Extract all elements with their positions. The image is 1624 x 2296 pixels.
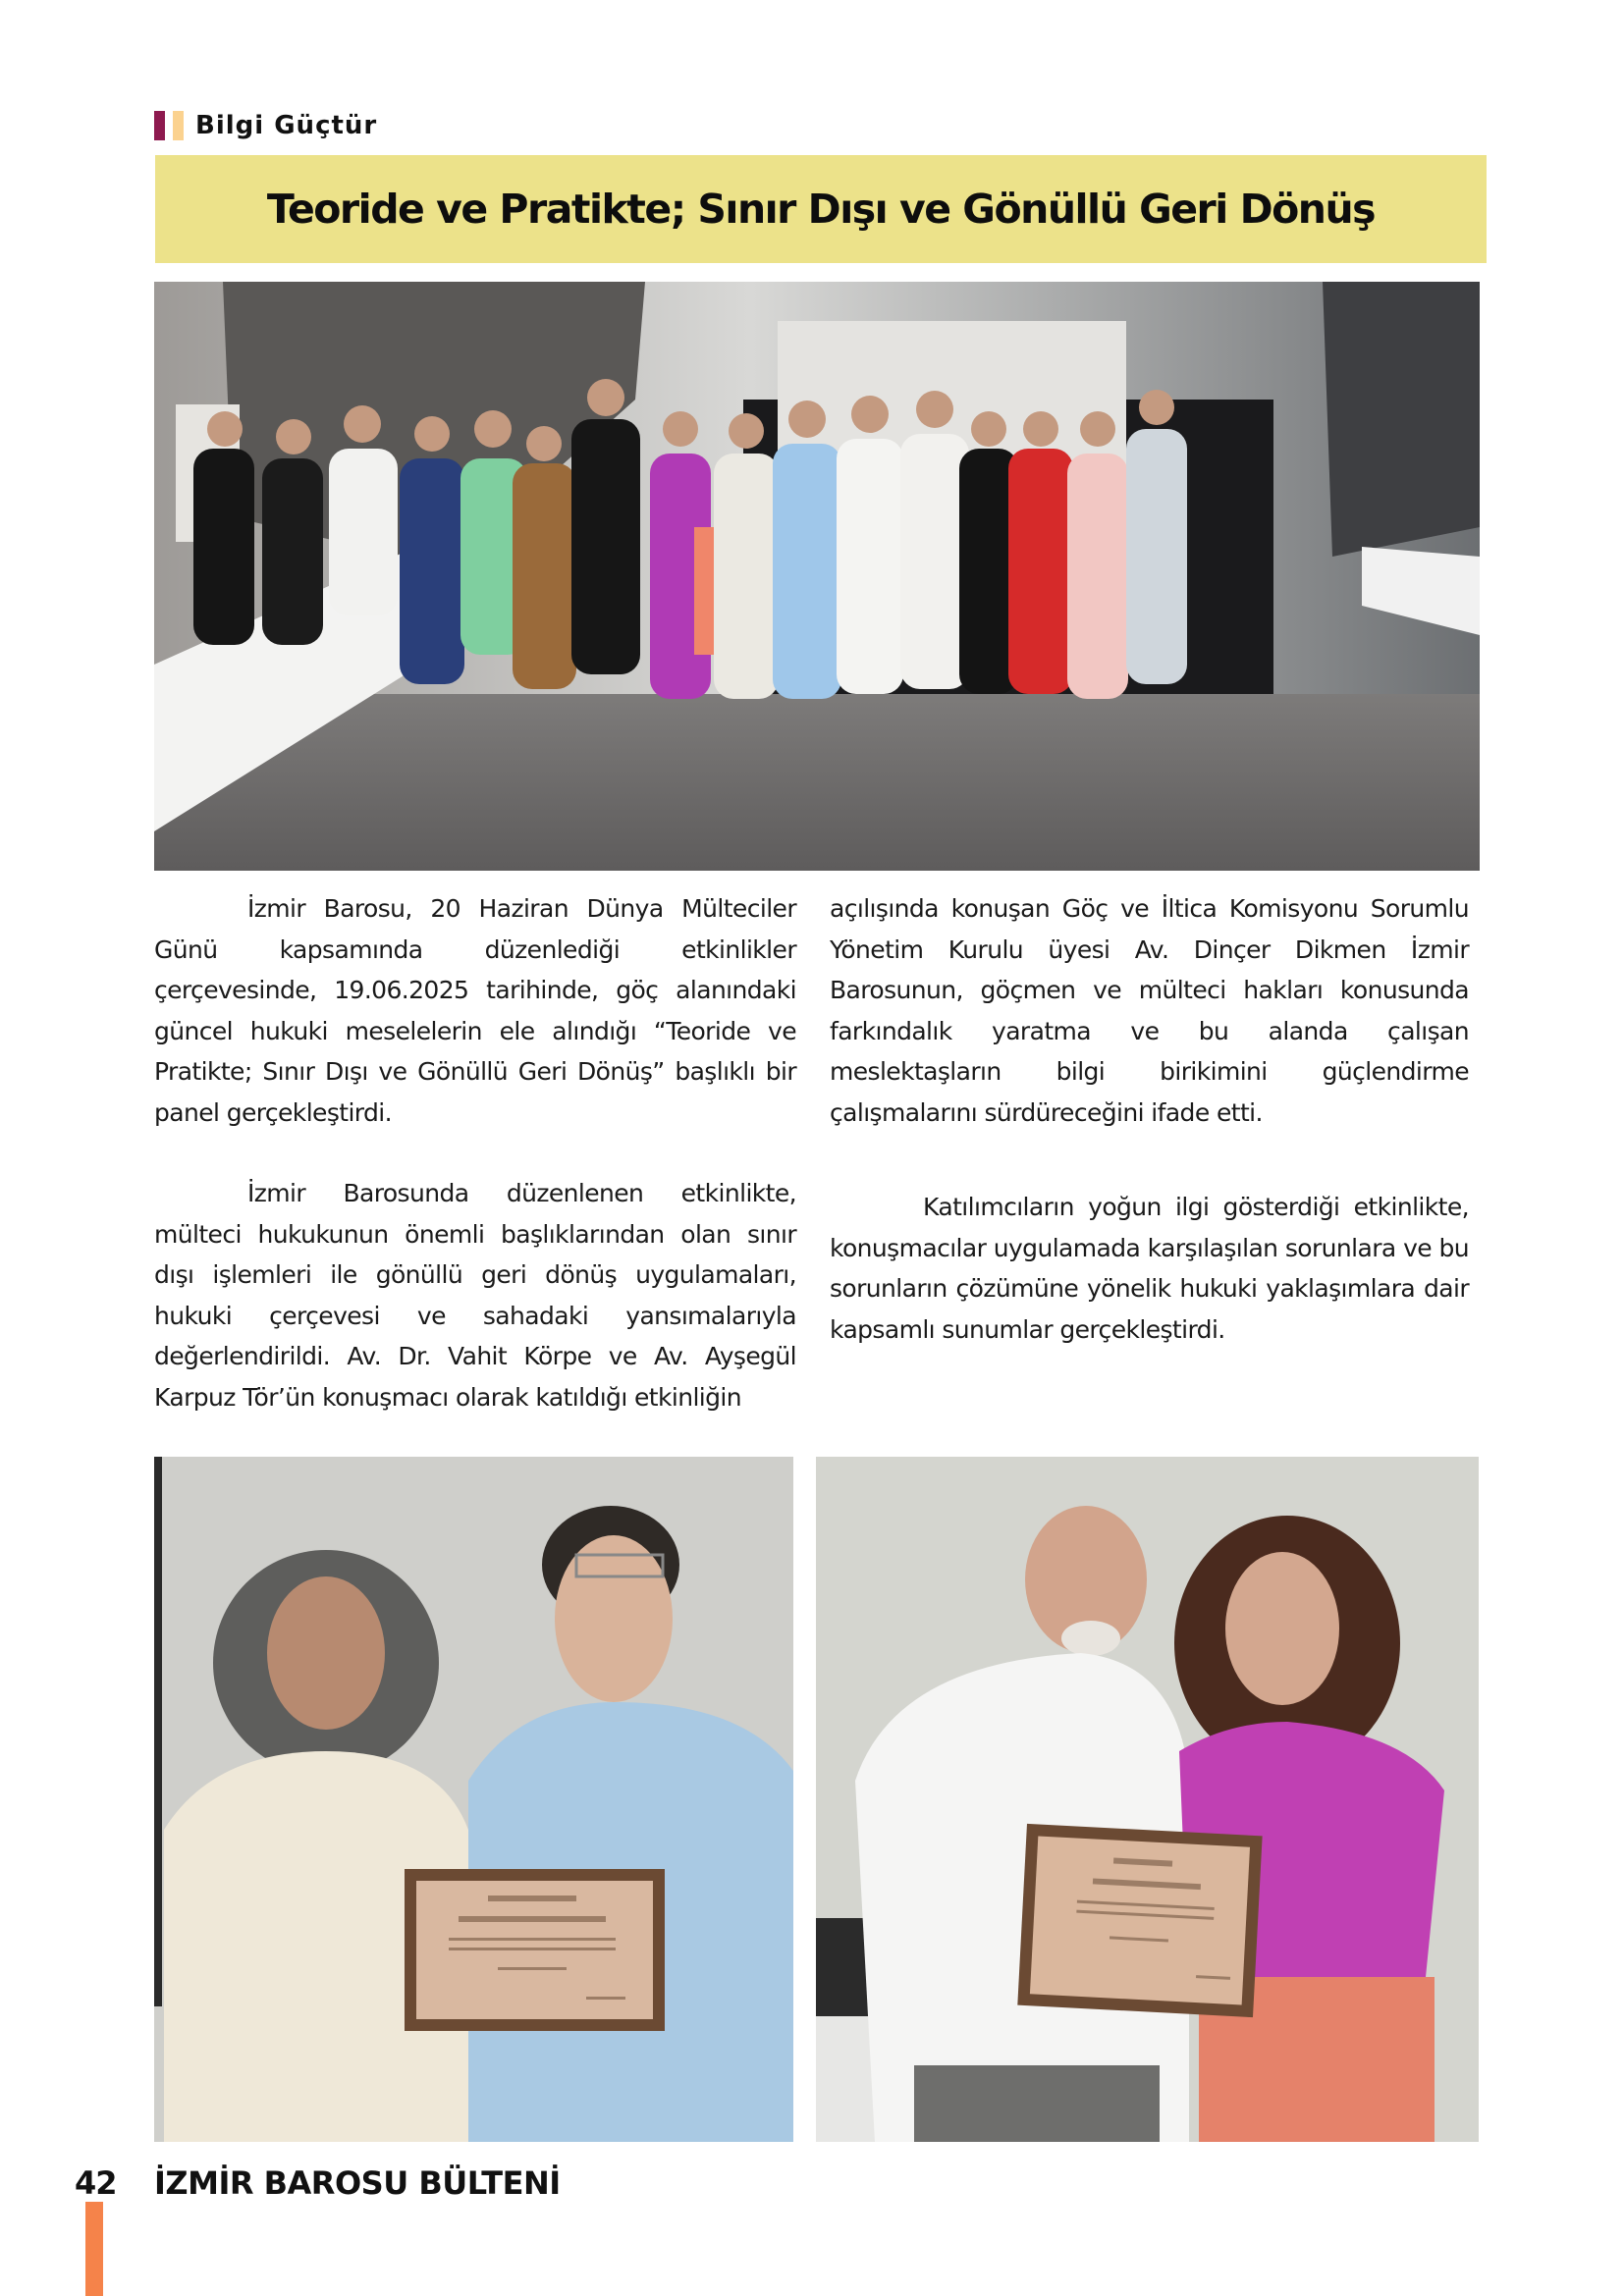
- section-accent-bar-secondary: [173, 111, 184, 140]
- page-number: 42: [75, 2164, 117, 2202]
- section-accent-bar-primary: [154, 111, 165, 140]
- group-photo-image: [154, 282, 1480, 871]
- article-column-left: [154, 888, 796, 1417]
- footer-accent-bar: [85, 2202, 103, 2296]
- section-tag: [154, 111, 377, 140]
- publication-title: İZMİR BAROSU BÜLTENİ: [154, 2164, 561, 2202]
- title-band: [155, 155, 1487, 263]
- certificate-photo-right: [816, 1457, 1479, 2142]
- paragraph: açılışında konuşan Göç ve İltica Komisyonu Sorumlu Yönetim Kurulu üyesi Av. Dinçer Dikmen İzmir Barosunun, göçmen ve mülteci hakları konusunda farkındalık yaratma ve bu alanda çalışan meslektaşların bilgi birikimini güçlendirme çalışmalarını sürdüreceğini ifade etti.: [830, 894, 1469, 1127]
- article-title: Teoride ve Pratikte; Sınır Dışı ve Gönüllü Geri Dönüş: [266, 186, 1376, 233]
- certificate-photo-right-image: [816, 1457, 1479, 2142]
- section-label: Bilgi Güçtür: [195, 111, 378, 140]
- paragraph: İzmir Barosunda düzenlenen etkinlikte, mülteci hukukunun önemli başlıklarından olan sınır dışı işlemleri ile gönüllü geri dönüş uygulamaları, hukuki çerçevesi ve sahadaki yansımalarıyla değerlendirildi. Av. Dr. Vahit Körpe ve Av. Ayşegül Karpuz Tör’ün konuşmacı olarak katıldığı etkinliğin: [154, 1179, 796, 1412]
- certificate-photo-left-image: [154, 1457, 793, 2142]
- paragraph: İzmir Barosu, 20 Haziran Dünya Mülteciler Günü kapsamında düzenlediği etkinlikler çerçevesinde, 19.06.2025 tarihinde, göç alanındaki güncel hukuki meselelerin ele alındığı “Teoride ve Pratikte; Sınır Dışı ve Gönüllü Geri Dönüş” başlıklı bir panel gerçekleştirdi.: [154, 894, 796, 1127]
- main-group-photo: [154, 282, 1480, 871]
- certificate-photo-left: [154, 1457, 793, 2142]
- paragraph: Katılımcıların yoğun ilgi gösterdiği etkinlikte, konuşmacılar uygulamada karşılaşılan sorunlara ve bu sorunların çözümüne yönelik hukuki yaklaşımlara dair kapsamlı sunumlar gerçekleştirdi.: [830, 1193, 1469, 1344]
- article-column-right: [830, 888, 1469, 1350]
